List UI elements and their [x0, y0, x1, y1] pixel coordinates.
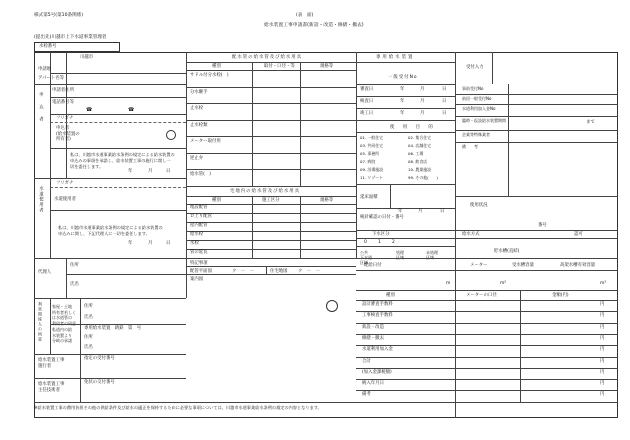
area-label: 延床面積	[360, 195, 378, 200]
main-pipe-header: 配水管の給水管及び給水用具	[232, 55, 303, 60]
tank-capacity-2: 高架水槽有効容量	[560, 263, 596, 268]
unit-m2: m²	[500, 281, 507, 286]
fee-row-label: (加入金課税額)	[362, 369, 392, 375]
approval-year: 年	[400, 87, 405, 92]
agent-name: 氏名	[70, 282, 79, 287]
approval-month: 月	[420, 87, 425, 92]
approval-year: 年	[400, 111, 405, 116]
user-date-month: 月	[148, 241, 153, 246]
check-date-month: 月	[418, 209, 423, 214]
house-pipe-row-label: 屋内配管	[190, 223, 208, 228]
special-note-label: 特記事項	[190, 261, 208, 266]
user-furigana: フリガナ	[56, 181, 74, 186]
house-pipe-row-label: 給水栓	[190, 232, 204, 237]
approval-label: 竣工日	[360, 111, 374, 116]
right-table-label: 企業等特殊業者	[462, 132, 490, 137]
chief-engineer-cert: 免状の交付番号	[84, 380, 115, 385]
apply-town: 川越市	[80, 55, 94, 60]
owner-consent-text: 家屋・土地 所有者若しく は水道管の 利用者の同意	[52, 304, 76, 326]
check-date-year: 年	[398, 209, 403, 214]
approval-day: 日	[442, 111, 447, 116]
apply-location-label: 申請地	[38, 67, 52, 72]
phone-label: 電話番号等	[52, 100, 74, 105]
summary-header: 使 用 目 的	[390, 125, 435, 130]
fee-col-meter: メーターの口径	[466, 293, 497, 298]
water-kind-label: 給水方式	[462, 232, 480, 237]
applicant-date-day: 日	[166, 169, 171, 174]
water-user-section-label: 水道使用者	[38, 186, 44, 213]
num-box-0: 0	[364, 240, 367, 245]
main-pipe-row-label: 止水栓	[190, 106, 204, 111]
contract-label: 認可	[574, 232, 583, 237]
sewer-mark: ク － －	[298, 269, 320, 274]
house-pipe-col-kind: 種別	[212, 198, 221, 203]
usage-option: 01. 一般住宅	[360, 135, 383, 140]
fee-row-label: 修繕・撤去	[362, 335, 384, 341]
house-pipe-row-label: ロ上り配管	[190, 214, 212, 219]
fee-row-yen: 円	[600, 381, 605, 387]
approval-day: 日	[442, 99, 447, 104]
applicant-section-label: 申込者	[38, 92, 44, 130]
water-type-value: 貯水槽(直結)	[494, 249, 520, 254]
furigana-label: フリガナ	[56, 116, 74, 121]
shared-pipe-text: 専用給水装置 鋳鉄 第 号	[84, 326, 142, 331]
usage-option: 04. 店舗住宅	[408, 143, 431, 148]
interested-name: 氏名	[84, 315, 93, 320]
fee-row-label: 納入年月日	[362, 381, 384, 387]
distribution-label: 配管平面図	[190, 269, 212, 274]
meter-label: メーター	[470, 263, 488, 268]
sewer-label: 住宅地図	[270, 269, 288, 274]
usage-option: 11. リゾート	[360, 175, 383, 180]
apartment-label: アパート名等	[38, 76, 64, 81]
num-box-2: 2	[392, 240, 395, 245]
fee-row-label: 合計	[362, 358, 371, 364]
applicant-consent: 私は、川越市水道事業給水条例の規定による給水装置の 申込みの事項を承諾し、給水装置工事の施行に関し一 切を委任します。	[70, 152, 175, 169]
main-pipe-col-size: 取付・口径・等	[264, 64, 295, 69]
contractor-label: 給水装置工事 施行者	[38, 358, 65, 370]
dist-mark: ク － －	[232, 269, 254, 274]
usage-option: 07. 病院	[360, 159, 376, 164]
main-pipe-row-label: 止水栓類	[190, 122, 208, 128]
interested-address: 住所	[84, 304, 93, 309]
approval-month: 月	[420, 111, 425, 116]
plan-label: 案内図	[190, 277, 204, 282]
applicant-date-year: 年	[128, 169, 133, 174]
fee-row-label: 工事検査手数料	[362, 313, 393, 319]
period-until: まで	[586, 120, 595, 125]
form-number: 様式第5号(第10条関係)	[34, 13, 84, 18]
user-date-year: 年	[128, 241, 133, 246]
fee-row-yen: 円	[600, 358, 605, 364]
special-subtitle: 一般受付No	[388, 75, 418, 80]
kind-detail: 公共 下水道 区域	[360, 250, 372, 266]
house-pipe-header: 宅地内の給水管及び給水用具	[230, 189, 301, 194]
phone-icon: ☎	[86, 107, 93, 113]
receipt-input-label: 受付入力	[466, 65, 484, 70]
footer-note: ※給水装置工事の費用負担その他の供給条件及び給水の適正を保持するために必要な事項については、川越市水道事業給水条例の規定の内容となります。	[34, 405, 322, 410]
right-table-label: 事前受付No	[462, 86, 484, 91]
usage-option: 10. 農業施設	[408, 167, 431, 172]
approval-label: 審査日	[360, 87, 374, 92]
approval-year: 年	[400, 99, 405, 104]
main-pipe-row-label: サドル付分水栓( )	[190, 73, 229, 78]
fee-row-yen: 円	[600, 324, 605, 330]
address-label: 申請者住所	[52, 88, 74, 93]
applicant-name-label: 申込者 (給水装置の 所有者)	[56, 126, 80, 142]
right-table-label: 前回一般受付No	[462, 96, 492, 101]
tank-capacity: 受水槽容量	[512, 263, 534, 268]
usage-option: 03. 共同住宅	[360, 143, 383, 148]
contractor-number: 指定の受付番号	[84, 356, 115, 361]
fee-row-yen: 円	[600, 369, 605, 375]
usage-option: 06. 工場	[408, 151, 424, 156]
house-pipe-col-spec: 規格等	[320, 198, 334, 203]
interested-name2: 氏名	[84, 345, 93, 350]
meter-number-box	[34, 42, 120, 52]
usage-option: 08. 飲食店	[408, 159, 428, 164]
check-number-mark: 番号	[538, 223, 547, 228]
approval-label: 検査日	[360, 99, 374, 104]
seal-mark	[166, 130, 176, 140]
agent-label: 代理人	[38, 270, 52, 275]
main-pipe-row-label: 給水管( )	[190, 172, 211, 177]
fee-row-yen: 円	[600, 302, 605, 307]
usage-option: 09. 浴場施設	[360, 167, 383, 172]
main-pipe-row-label: 分水継手	[190, 89, 208, 95]
fee-row-label: 設計審査手数料	[362, 302, 393, 307]
page-title: 給水装置工事申請書(新設・改造・修繕・撤去)	[264, 23, 364, 28]
num-box-1: 1	[378, 240, 381, 245]
interested-address2: 住所	[84, 335, 93, 340]
chief-engineer-label: 給水装置工事 主任技術者	[38, 382, 65, 394]
user-consent: 私は、川越市水道事業給水条例の規定による給水装置の 申込みに関し、下記代理人に一切を委任します。	[58, 225, 163, 236]
sewer-kind-label: 下水区分	[372, 232, 390, 237]
north-arrow-icon	[326, 300, 338, 312]
interested-label: 利害関係人の同意	[38, 302, 43, 342]
main-pipe-col-spec: 規格等	[320, 64, 334, 69]
fee-row-label: 水道利用加入金	[362, 347, 393, 353]
house-pipe-col-area: 施工区分	[262, 198, 280, 203]
right-table-label: 水道利用加入金No	[462, 106, 496, 111]
special-title: 専用給水装置	[376, 55, 415, 60]
fee-col-kind: 種別	[386, 293, 395, 298]
private-road-label: 私道内の給 水装置より 分岐の承諾	[52, 327, 72, 344]
right-table-label: 臨時・仮設給水装置期間	[462, 118, 506, 123]
fee-row-label: 備考	[362, 392, 371, 398]
fee-col-amount: 金額(円)	[552, 293, 569, 298]
check-date-day: 日	[440, 209, 445, 214]
house-pipe-row-label: 埋設配管	[190, 205, 208, 210]
approval-month: 月	[420, 99, 425, 104]
tax-open: 処理 区域	[396, 250, 404, 261]
unit-m3: m³	[600, 281, 607, 286]
distribution-date: 配給日付	[364, 263, 382, 268]
unit-m: m	[446, 281, 451, 286]
fee-row-yen: 円	[600, 347, 605, 353]
usage-option: 02. 集合住宅	[408, 135, 431, 140]
user-name-label: 水道使用者	[54, 197, 76, 202]
house-pipe-row-label: 管の延長	[190, 250, 208, 255]
fee-row-yen: 円	[600, 392, 605, 398]
usage-option: 05. 事務所	[360, 151, 380, 156]
main-pipe-row-label: 逆止弁	[190, 155, 204, 161]
approval-day: 日	[442, 87, 447, 92]
usage-option: 99. その他( )	[408, 175, 438, 180]
meter-number-label: 水栓番号	[39, 44, 57, 49]
applicant-date-month: 月	[148, 169, 153, 174]
main-pipe-row-label: メーター取付用	[190, 139, 221, 144]
mobile-icon: ☎	[128, 107, 135, 113]
addressee: (提出先)川越市上下水道事業管理者	[34, 35, 107, 40]
check-number-label: 検針確認の日付・番号	[360, 215, 404, 220]
usage-status: 使用状況	[470, 203, 488, 208]
right-table-label: 備 考	[462, 144, 478, 149]
user-date-day: 日	[166, 241, 171, 246]
fee-row-yen: 円	[600, 313, 605, 319]
agent-address: 住所	[70, 263, 79, 268]
main-pipe-col-kind: 種別	[212, 64, 221, 69]
face-label: (表 面)	[296, 13, 314, 18]
fee-row-label: 新設・改造	[362, 324, 384, 330]
tax-close: 未処理 区域	[426, 250, 438, 261]
fee-row-yen: 円	[600, 335, 605, 341]
house-pipe-row-label: 水栓	[190, 241, 199, 246]
